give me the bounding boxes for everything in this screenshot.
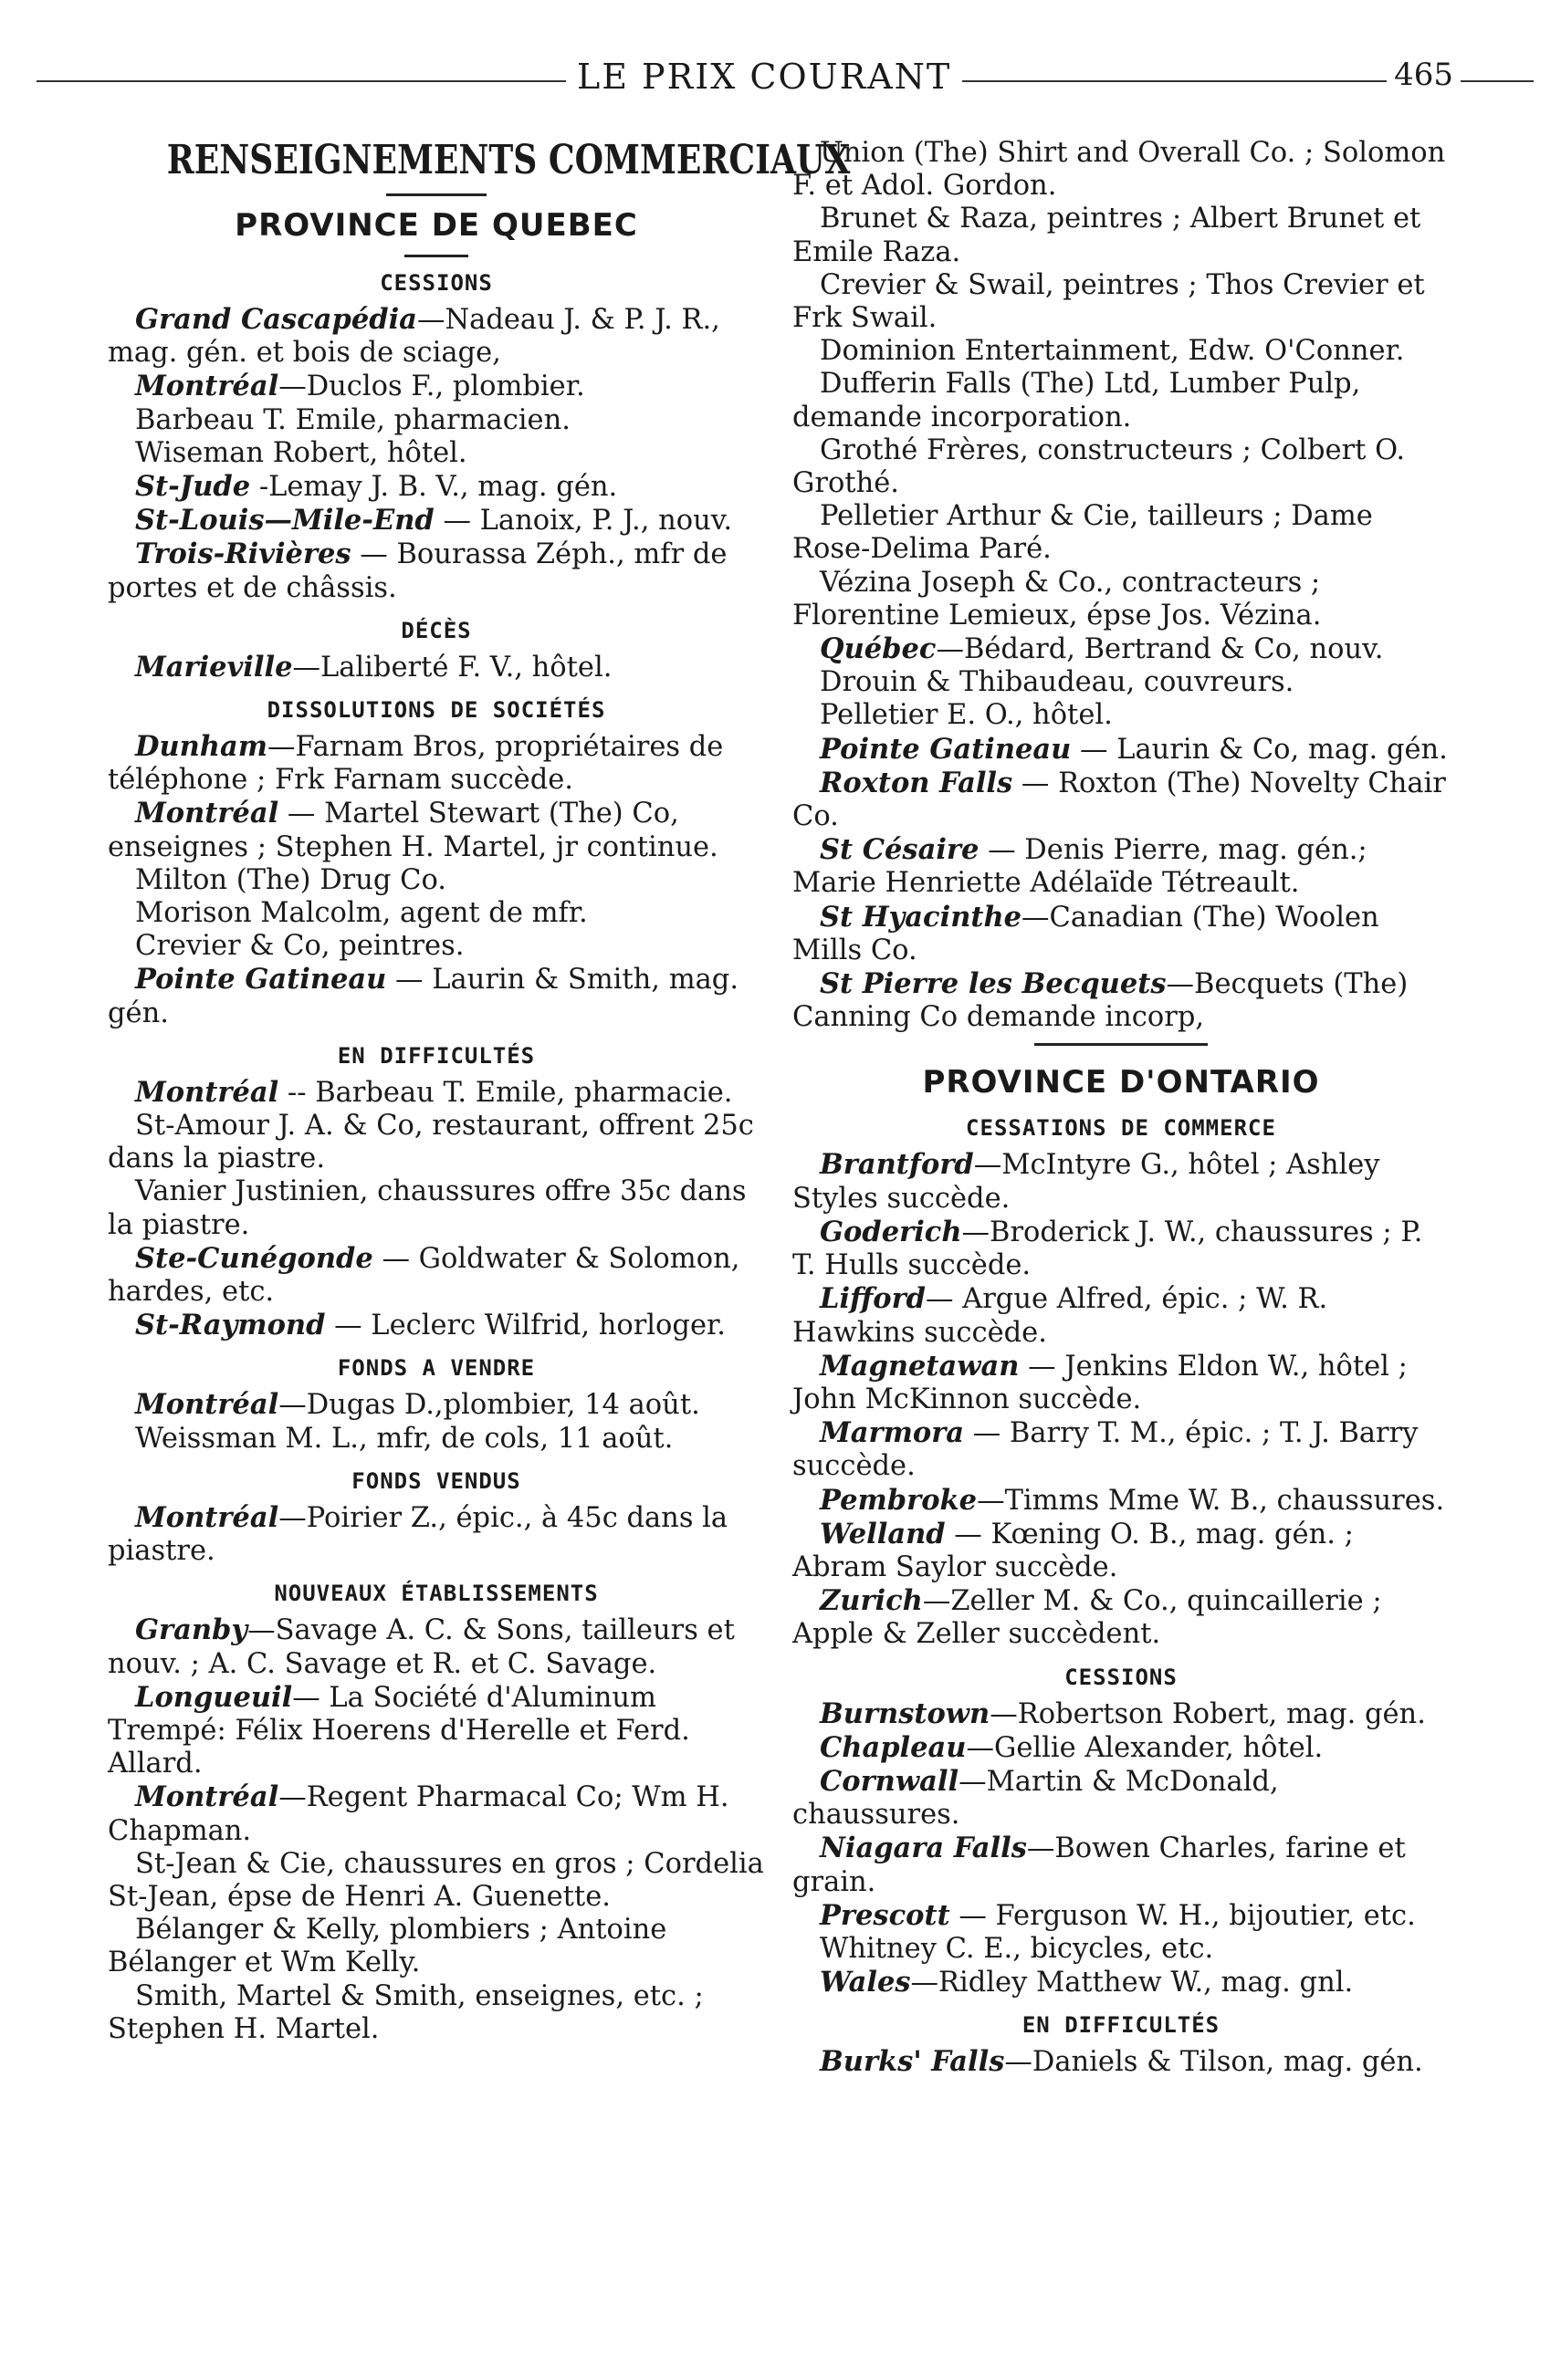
entry-text: —Savage A. C. & Sons, tailleurs et nouv. ; A. C. Savage et R. et C. Savage.: [108, 1614, 735, 1680]
entry-text: —Ridley Matthew W., mag. gnl.: [910, 1967, 1354, 1999]
place-name: Pembroke: [820, 1483, 978, 1517]
listing-entry: [108, 1076, 765, 1110]
listing-entry: [792, 1350, 1450, 1416]
entry-text: Brunet & Raza, peintres ; Albert Brunet et Emile Raza.: [792, 203, 1421, 268]
entry-text: —Duclos F., plombier.: [278, 371, 585, 403]
place-name: Brantford: [820, 1148, 974, 1182]
place-name: Montréal: [135, 1388, 279, 1422]
listing-entry: [792, 699, 1450, 732]
place-name: Pointe Gatineau: [135, 963, 387, 997]
entry-text: — Ferguson W. H., bijoutier, etc.: [949, 1899, 1416, 1932]
listing-entry: [792, 967, 1450, 1034]
listing-entry: [792, 1731, 1450, 1765]
place-name: Niagara Falls: [820, 1832, 1027, 1865]
entry-text: —Regent Pharmacal Co; Wm H. Chapman.: [108, 1781, 729, 1847]
place-name: Montréal: [135, 1780, 279, 1814]
place-name: Welland: [820, 1517, 946, 1550]
entry-text: Dominion Entertainment, Edw. O'Conner.: [820, 335, 1405, 368]
entry-text: —Robertson Robert, mag. gén.: [990, 1697, 1426, 1730]
province-rule: [404, 255, 468, 257]
place-name: Magnetawan: [820, 1349, 1020, 1383]
entry-text: — Martel Stewart (The) Co, enseignes ; Stephen H. Martel, jr continue.: [108, 798, 718, 863]
entry-text: —Broderick J. W., chaussures ; P. T. Hulls succède.: [792, 1216, 1423, 1282]
place-name: St-Raymond: [135, 1309, 326, 1342]
deces-heading: DÉCÈS: [401, 617, 472, 643]
entry-text: Weissman M. L., mfr, de cols, 11 août.: [135, 1422, 674, 1455]
entry-text: — Jenkins Eldon W., hôtel ; John McKinnon succède.: [792, 1350, 1408, 1415]
place-name: Trois-Rivières: [135, 538, 351, 571]
listing-entry: [792, 137, 1450, 203]
entry-text: Whitney C. E., bicycles, etc.: [820, 1932, 1214, 1965]
listing-entry: [108, 470, 765, 504]
running-title: LE PRIX COURANT: [566, 57, 962, 97]
continued-list: [792, 137, 1450, 1034]
listing-entry: [108, 930, 765, 963]
entry-text: — La Société d'Aluminum Trempé: Félix Hoerens d'Herelle et Ferd. Allard.: [108, 1681, 690, 1780]
listing-entry: [108, 504, 765, 538]
place-name: Roxton Falls: [820, 766, 1013, 799]
entry-text: —Zeller M. & Co., quincaillerie ; Apple & Zeller succèdent.: [792, 1585, 1382, 1651]
place-name: St Hyacinthe: [820, 900, 1022, 934]
entry-text: —Timms Mme W. B., chaussures.: [977, 1484, 1445, 1517]
entry-text: Grothé Frères, constructeurs ; Colbert O. Grothé.: [792, 433, 1406, 500]
place-name: Montréal: [135, 1500, 279, 1534]
place-name: Montréal: [135, 1075, 279, 1109]
title-rule: [386, 193, 487, 196]
entry-text: Dufferin Falls (The) Ltd, Lumber Pulp, demande incorporation.: [792, 368, 1361, 433]
entry-text: — Leclerc Wilfrid, horloger.: [325, 1310, 726, 1342]
listing-entry: [108, 1681, 765, 1781]
cessations-heading: CESSATIONS DE COMMERCE: [966, 1115, 1276, 1142]
listing-entry: [792, 1584, 1450, 1651]
place-name: Goderich: [820, 1215, 962, 1248]
cessations-list: [792, 1148, 1450, 1651]
place-name: Prescott: [820, 1898, 950, 1932]
listing-entry: [108, 1175, 765, 1241]
listing-entry: [792, 1518, 1450, 1584]
listing-entry: [108, 864, 765, 897]
entry-text: Union (The) Shirt and Overall Co. ; Solomon F. et Adol. Gordon.: [792, 137, 1446, 203]
main-title: RENSEIGNEMENTS COMMERCIAUX: [166, 137, 851, 183]
listing-entry: [108, 1848, 765, 1914]
listing-entry: [792, 567, 1450, 632]
listing-entry: [108, 963, 765, 1029]
entry-text: —Laliberté F. V., hôtel.: [292, 651, 613, 684]
place-name: Montréal: [135, 370, 279, 403]
entry-text: Drouin & Thibaudeau, couvreurs.: [820, 666, 1294, 699]
entry-text: St-Jean & Cie, chaussures en gros ; Cordelia St-Jean, épse de Henri A. Guenette.: [108, 1847, 764, 1913]
entry-text: Morison Malcolm, agent de mfr.: [135, 897, 588, 930]
listing-entry: [108, 1423, 765, 1456]
listing-entry: [792, 632, 1450, 666]
listing-entry: [108, 1309, 765, 1342]
deces-list: [108, 651, 765, 684]
entry-text: — Denis Pierre, mag. gén.; Marie Henriette Adélaïde Tétreault.: [792, 834, 1367, 900]
listing-entry: [792, 269, 1450, 335]
listing-entry: [792, 666, 1450, 699]
listing-entry: [792, 1765, 1450, 1832]
left-column: [108, 137, 851, 2046]
listing-entry: [108, 437, 765, 470]
nouveaux-list: [108, 1613, 765, 2046]
listing-entry: [792, 1832, 1450, 1898]
listing-entry: [792, 733, 1450, 767]
entry-text: Wiseman Robert, hôtel.: [135, 436, 467, 469]
listing-entry: [108, 1110, 765, 1175]
place-name: St-Jude: [135, 470, 251, 504]
fonds-vendus-list: [108, 1501, 765, 1568]
fonds-vendre-heading: FONDS A VENDRE: [337, 1355, 536, 1382]
entry-text: St-Amour J. A. & Co, restaurant, offrent 25c dans la piastre.: [108, 1110, 754, 1175]
listing-entry: [108, 1780, 765, 1847]
entry-text: — Laurin & Co, mag. gén.: [1071, 733, 1448, 766]
entry-text: —Nadeau J. & P. J. R., mag. gén. et bois de sciage,: [108, 304, 720, 370]
entry-text: Vézina Joseph & Co., contracteurs ; Florentine Lemieux, épse Jos. Vézina.: [792, 566, 1322, 632]
place-name: Marieville: [135, 650, 293, 684]
listing-entry: [108, 370, 765, 403]
section-rule: [1034, 1043, 1208, 1046]
place-name: Zurich: [820, 1584, 923, 1618]
ontario-difficultes-heading: EN DIFFICULTÉS: [1021, 2012, 1221, 2039]
entry-text: — Argue Alfred, épic. ; W. R. Hawkins succède.: [792, 1283, 1328, 1349]
listing-entry: [108, 538, 765, 604]
entry-text: -Lemay J. B. V., mag. gén.: [250, 471, 618, 504]
entry-text: —Becquets (The) Canning Co demande incorp,: [792, 968, 1409, 1034]
entry-text: Milton (The) Drug Co.: [135, 863, 446, 896]
cessions-list: [108, 303, 765, 605]
place-name: Burks' Falls: [820, 2045, 1005, 2079]
right-column: [792, 137, 1450, 2080]
listing-entry: [108, 303, 765, 370]
place-name: Marmora: [820, 1416, 965, 1450]
entry-text: —Gellie Alexander, hôtel.: [966, 1731, 1324, 1764]
page-header: [55, 57, 1506, 111]
entry-text: — Kœning O. B., mag. gén. ; Abram Saylor succède.: [792, 1518, 1354, 1583]
entry-text: —Canadian (The) Woolen Mills Co.: [792, 901, 1379, 966]
listing-entry: [108, 1613, 765, 1680]
province-ontario-heading: PROVINCE D'ONTARIO: [922, 1064, 1320, 1101]
entry-text: —Dugas D.,plombier, 14 août.: [278, 1389, 700, 1422]
listing-entry: [108, 730, 765, 797]
entry-text: Pelletier Arthur & Cie, tailleurs ; Dame Rose-Delima Paré.: [792, 500, 1373, 566]
listing-entry: [792, 1933, 1450, 1966]
entry-text: —Martin & McDonald, chaussures.: [792, 1765, 1279, 1832]
place-name: Wales: [820, 1966, 911, 1999]
place-name: Lifford: [820, 1282, 926, 1316]
place-name: Montréal: [135, 797, 279, 830]
listing-entry: [792, 833, 1450, 900]
entry-text: —Daniels & Tilson, mag. gén.: [1004, 2046, 1423, 2079]
listing-entry: [792, 1148, 1450, 1215]
entry-text: —Bédard, Bertrand & Co, nouv.: [936, 633, 1384, 666]
entry-text: Crevier & Swail, peintres ; Thos Crevier et Frk Swail.: [792, 268, 1425, 335]
entry-text: — Lanoix, P. J., nouv.: [434, 505, 733, 538]
listing-entry: [108, 651, 765, 684]
entry-text: — Roxton (The) Novelty Chair Co.: [792, 767, 1446, 833]
listing-entry: [108, 1242, 765, 1309]
ontario-cessions-heading: CESSIONS: [1064, 1664, 1178, 1690]
entry-text: Crevier & Co, peintres.: [135, 930, 465, 963]
ontario-cessions-list: [792, 1697, 1450, 2000]
nouveaux-heading: NOUVEAUX ÉTABLISSEMENTS: [274, 1581, 599, 1607]
entry-text: — Goldwater & Solomon, hardes, etc.: [108, 1242, 740, 1309]
entry-text: -- Barbeau T. Emile, pharmacie.: [278, 1076, 733, 1109]
listing-entry: [792, 203, 1450, 268]
entry-text: Smith, Martel & Smith, enseignes, etc. ; Stephen H. Martel.: [108, 1979, 704, 2045]
place-name: Granby: [135, 1613, 248, 1647]
difficultes-list: [108, 1076, 765, 1343]
fonds-vendus-heading: FONDS VENDUS: [351, 1467, 521, 1494]
listing-entry: [792, 335, 1450, 368]
listing-entry: [108, 1980, 765, 2046]
dissolutions-heading: DISSOLUTIONS DE SOCIÉTÉS: [267, 697, 606, 724]
listing-entry: [792, 767, 1450, 833]
place-name: Grand Cascapédia: [135, 303, 417, 336]
place-name: Dunham: [135, 730, 268, 764]
place-name: Chapleau: [820, 1730, 967, 1764]
entry-text: —Poirier Z., épic., à 45c dans la piastre.: [108, 1501, 728, 1568]
place-name: St Césaire: [820, 833, 980, 867]
place-name: Cornwall: [820, 1764, 959, 1798]
dissolutions-list: [108, 730, 765, 1030]
listing-entry: [792, 901, 1450, 967]
entry-text: — Bourassa Zéph., mfr de portes et de châssis.: [108, 538, 728, 604]
entry-text: Bélanger & Kelly, plombiers ; Antoine Bélanger et Wm Kelly.: [108, 1914, 667, 1979]
listing-entry: [792, 434, 1450, 500]
fonds-vendre-list: [108, 1388, 765, 1455]
listing-entry: [792, 1216, 1450, 1282]
difficultes-heading: EN DIFFICULTÉS: [337, 1042, 536, 1069]
listing-entry: [792, 1697, 1450, 1731]
listing-entry: [108, 1914, 765, 1979]
place-name: St-Louis—Mile-End: [135, 504, 435, 538]
listing-entry: [108, 1501, 765, 1568]
place-name: Longueuil: [135, 1680, 293, 1714]
place-name: Québec: [820, 632, 937, 666]
listing-entry: [792, 2045, 1450, 2079]
place-name: Burnstown: [820, 1696, 990, 1730]
place-name: Ste-Cunégonde: [135, 1241, 373, 1275]
entry-text: — Laurin & Smith, mag. gén.: [108, 964, 739, 1029]
entry-text: —Bowen Charles, farine et grain.: [792, 1832, 1406, 1898]
place-name: St Pierre les Becquets: [820, 967, 1167, 1001]
entry-text: Barbeau T. Emile, pharmacien.: [135, 403, 571, 436]
ontario-difficultes-list: [792, 2045, 1450, 2079]
listing-entry: [792, 500, 1450, 566]
listing-entry: [792, 1416, 1450, 1483]
listing-entry: [108, 797, 765, 863]
listing-entry: [792, 1966, 1450, 1999]
listing-entry: [108, 1388, 765, 1422]
listing-entry: [792, 1282, 1450, 1349]
cessions-heading: CESSIONS: [380, 270, 493, 296]
entry-text: Vanier Justinien, chaussures offre 35c dans la piastre.: [108, 1175, 747, 1241]
listing-entry: [108, 404, 765, 437]
listing-entry: [792, 1899, 1450, 1933]
entry-text: Pelletier E. O., hôtel.: [820, 699, 1113, 732]
province-quebec-heading: PROVINCE DE QUEBEC: [235, 207, 638, 244]
place-name: Pointe Gatineau: [820, 732, 1072, 766]
entry-text: — Barry T. M., épic. ; T. J. Barry succède.: [792, 1417, 1419, 1483]
page-number: 465: [1387, 57, 1461, 93]
listing-entry: [108, 897, 765, 930]
entry-text: —McIntyre G., hôtel ; Ashley Styles succède.: [792, 1149, 1380, 1215]
entry-text: —Farnam Bros, propriétaires de téléphone ; Frk Farnam succède.: [108, 731, 724, 797]
listing-entry: [792, 1484, 1450, 1518]
listing-entry: [792, 368, 1450, 433]
